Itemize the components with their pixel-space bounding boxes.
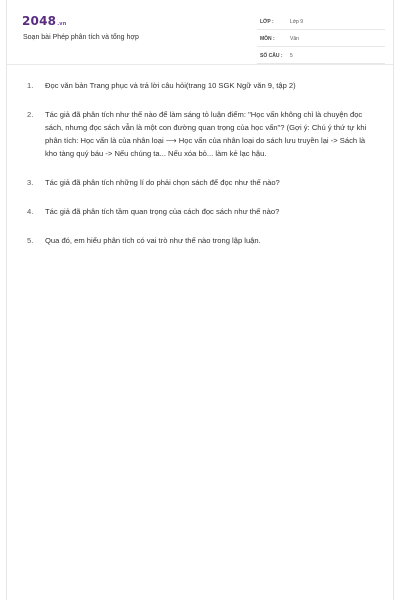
question-list bbox=[7, 79, 393, 263]
question-number: 4. bbox=[27, 207, 34, 216]
meta-value-class: Lớp 9 bbox=[290, 19, 304, 25]
page-title: Soạn bài Phép phân tích và tổng hợp bbox=[23, 34, 139, 41]
question-text: Tác giả đã phân tích như thế nào để làm sáng tỏ luận điểm: "Học vấn không chỉ là chuyện đọc sách, nhưng đọc sách vẫn là một con đường quan trọng của học vấn"? (Gợi ý: Chú ý thứ tự khi phân tích: Học vấn là của nhân loại ⟶ Học vấn của nhân loại do sách lưu truyền lại -> Sách là kho tàng quý báu -> Nếu chúng ta... Nếu xóa bỏ... làm kẻ lạc hậu. bbox=[45, 110, 367, 158]
meta-label-count: SỐ CÂU : bbox=[260, 53, 283, 59]
question-text: Đọc văn bản Trang phục và trả lời câu hỏi(trang 10 SGK Ngữ văn 9, tập 2) bbox=[45, 81, 296, 90]
logo-number: 2048 bbox=[22, 14, 57, 28]
question-number: 3. bbox=[27, 178, 34, 187]
question-number: 1. bbox=[27, 81, 34, 90]
worksheet-header bbox=[7, 0, 393, 65]
question-item bbox=[7, 234, 393, 247]
worksheet-meta bbox=[257, 16, 385, 67]
question-number: 2. bbox=[27, 110, 34, 119]
question-text: Tác giả đã phân tích tầm quan trọng của cách đọc sách như thế nào? bbox=[45, 207, 280, 216]
question-number: 5. bbox=[27, 236, 34, 245]
meta-row-count bbox=[257, 50, 385, 64]
question-item bbox=[7, 176, 393, 189]
question-text: Qua đó, em hiểu phân tích có vai trò như thế nào trong lập luận. bbox=[45, 236, 261, 245]
worksheet-page bbox=[6, 0, 394, 600]
question-text: Tác giả đã phân tích những lí do phải chọn sách để đọc như thế nào? bbox=[45, 178, 280, 187]
meta-value-subject: Văn bbox=[290, 36, 299, 42]
logo-domain: .vn bbox=[57, 21, 67, 27]
meta-row-subject bbox=[257, 33, 385, 47]
question-item bbox=[7, 205, 393, 218]
question-item bbox=[7, 79, 393, 92]
question-item bbox=[7, 108, 393, 160]
site-logo[interactable] bbox=[22, 14, 67, 28]
meta-value-count: 5 bbox=[290, 53, 293, 59]
meta-row-class bbox=[257, 16, 385, 30]
meta-label-subject: MÔN : bbox=[260, 36, 275, 42]
meta-label-class: LỚP : bbox=[260, 19, 274, 25]
